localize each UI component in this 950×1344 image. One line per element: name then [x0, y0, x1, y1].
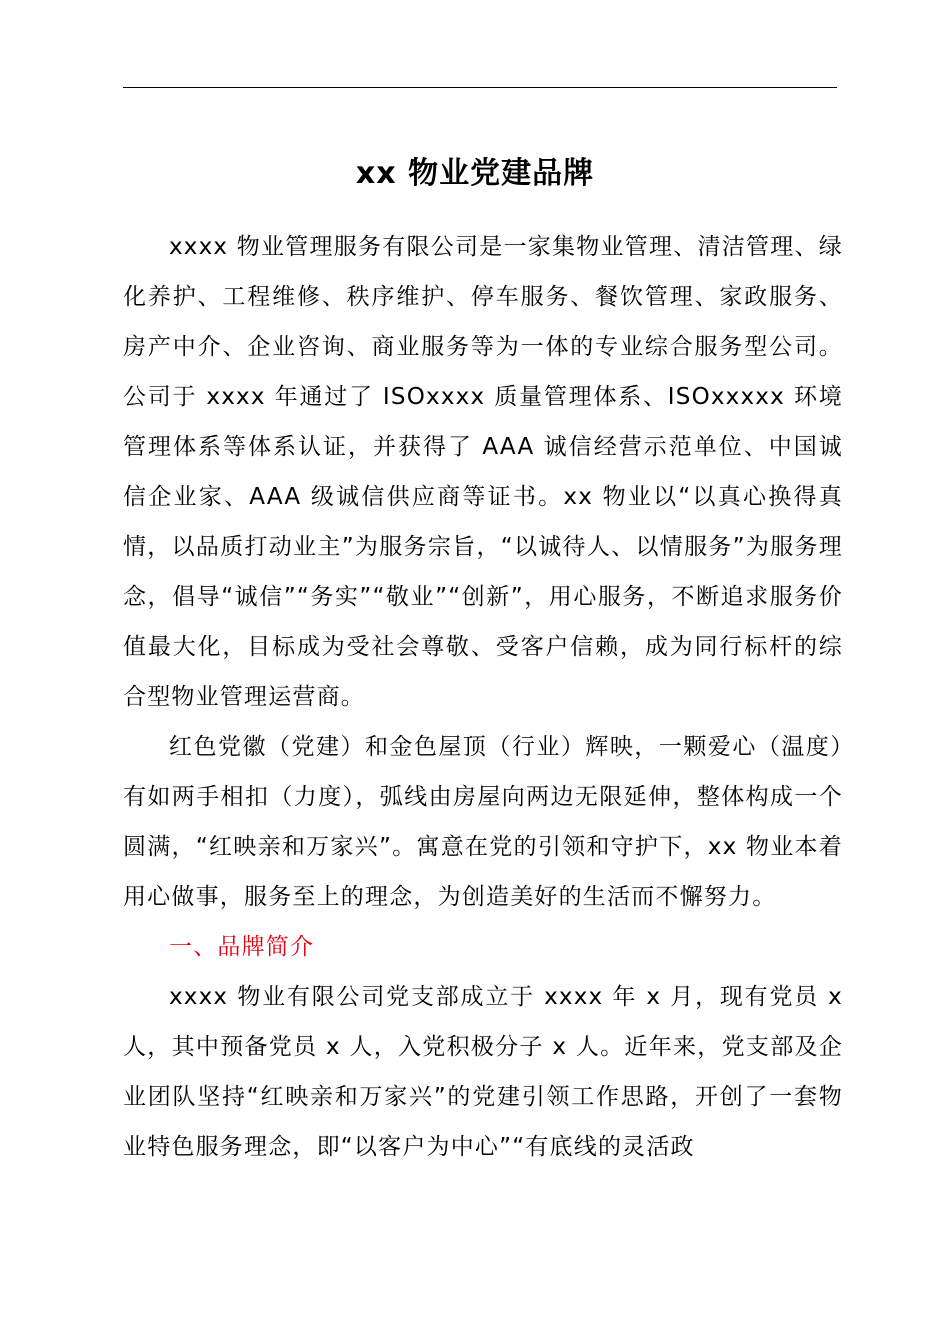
document-title: xx 物业党建品牌	[355, 156, 595, 191]
logo-meaning-paragraph: 红色党徽（党建）和金色屋顶（行业）辉映，一颗爱心（温度）有如两手相扣（力度），弧线由房屋向两边无限延伸，整体构成一个圆满，“红映亲和万家兴”。寓意在党的引领和守护下，xx 物业本着用心做事，服务至上的理念，为创造美好的生活而不懈努力。	[123, 734, 843, 910]
intro-paragraph: xxxx 物业管理服务有限公司是一家集物业管理、清洁管理、绿化养护、工程维修、秩序维护、停车服务、餐饮管理、家政服务、房产中介、企业咨询、商业服务等为一体的专业综合服务型公司。公司于 xxxx 年通过了 ISOxxxx 质量管理体系、ISOxxxxx 环境管理体系等体系认证，并获得了 AAA 诚信经营示范单位、中国诚信企业家、AAA 级诚信供应商等证书。xx 物业以“以真心换得真情，以品质打动业主”为服务宗旨，“以诚待人、以情服务”为服务理念，倡导“诚信”“务实”“敬业”“创新”，用心服务，不断追求服务价值最大化，目标成为受社会尊敬、受客户信赖，成为同行标杆的综合型物业管理运营商。	[123, 234, 843, 710]
section-paragraph: xxxx 物业有限公司党支部成立于 xxxx 年 x 月，现有党员 x 人，其中预备党员 x 人，入党积极分子 x 人。近年来，党支部及企业团队坚持“红映亲和万家兴”的党建引领工作思路，开创了一套物业特色服务理念，即“以客户为中心”“有底线的灵活政	[123, 984, 843, 1160]
section-heading: 一、品牌简介	[169, 934, 315, 960]
header-rule	[123, 87, 837, 88]
document-body	[123, 222, 843, 1172]
